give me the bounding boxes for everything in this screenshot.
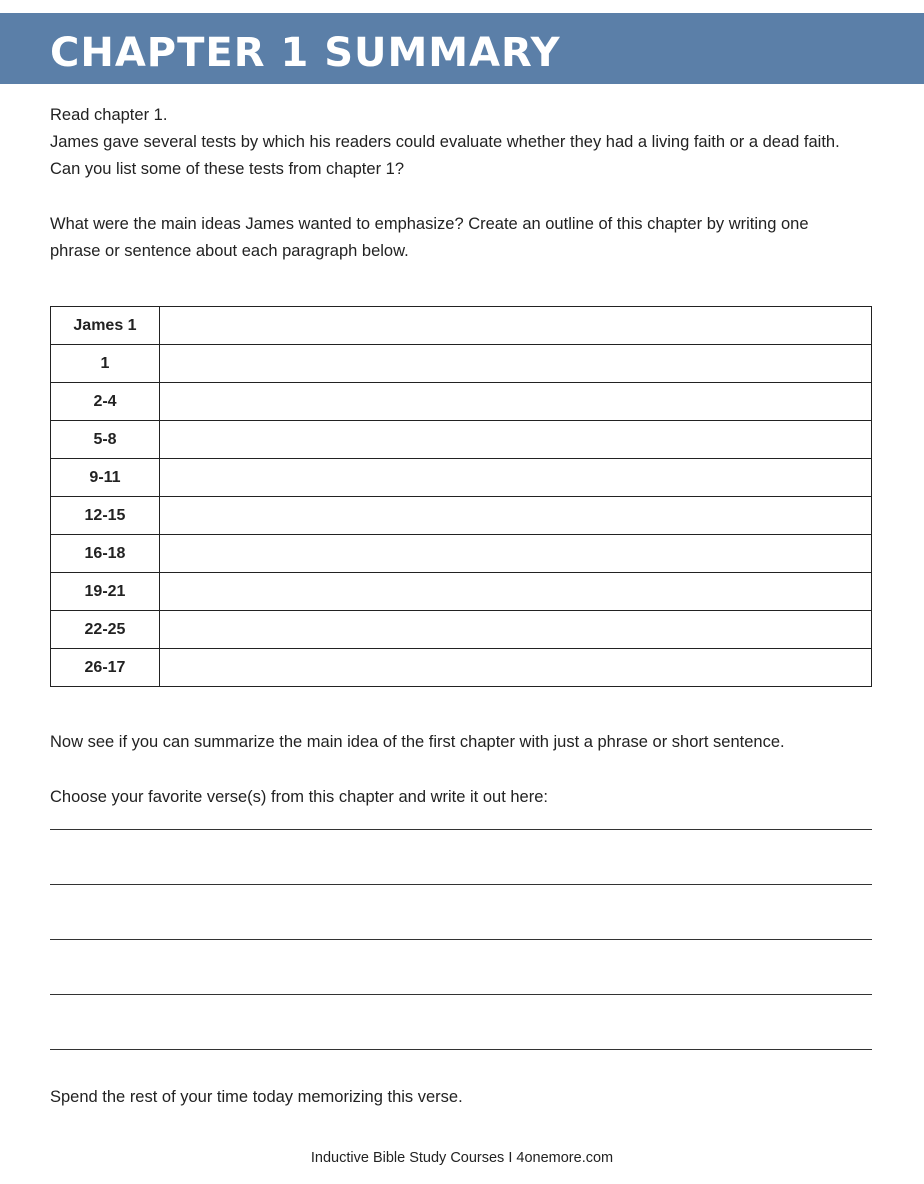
summary-prompt-text: Now see if you can summarize the main idea of the first chapter with just a phrase or short sentence.	[50, 733, 785, 751]
table-row	[51, 497, 872, 535]
verse-writing-line[interactable]	[50, 884, 872, 885]
intro-line: Can you list some of these tests from chapter 1?	[50, 160, 405, 178]
table-row	[51, 383, 872, 421]
header-banner	[0, 13, 924, 84]
table-row	[51, 573, 872, 611]
verse-writing-line[interactable]	[50, 994, 872, 995]
intro-text	[50, 102, 880, 183]
verse-prompt-text: Choose your favorite verse(s) from this chapter and write it out here:	[50, 788, 548, 806]
verse-range-cell: 5-8	[51, 421, 160, 459]
page-title: CHAPTER 1 SUMMARY	[50, 30, 561, 76]
intro-line: James gave several tests by which his readers could evaluate whether they had a living faith or a dead faith.	[50, 133, 840, 151]
intro-line: Read chapter 1.	[50, 106, 168, 124]
verse-range-cell: 26-17	[51, 649, 160, 687]
verse-range-cell: 1	[51, 345, 160, 383]
table-row	[51, 611, 872, 649]
verse-prompt	[50, 784, 880, 811]
table-row	[51, 345, 872, 383]
outline-table	[50, 306, 872, 687]
verse-range-cell: 2-4	[51, 383, 160, 421]
page-footer: Inductive Bible Study Courses I 4onemore.com	[310, 1150, 614, 1166]
table-row	[51, 459, 872, 497]
outline-prompt-line: phrase or sentence about each paragraph below.	[50, 242, 409, 260]
verse-range-cell: 16-18	[51, 535, 160, 573]
outline-answer-cell[interactable]	[160, 383, 872, 421]
outline-answer-cell[interactable]	[160, 421, 872, 459]
verse-range-cell: James 1	[51, 307, 160, 345]
table-row	[51, 307, 872, 345]
closing-instruction	[50, 1084, 880, 1111]
verse-range-cell: 12-15	[51, 497, 160, 535]
outline-prompt-line: What were the main ideas James wanted to emphasize? Create an outline of this chapter by writing one	[50, 215, 809, 233]
outline-answer-cell[interactable]	[160, 307, 872, 345]
verse-range-cell: 22-25	[51, 611, 160, 649]
summary-prompt	[50, 729, 880, 756]
outline-answer-cell[interactable]	[160, 535, 872, 573]
outline-prompt	[50, 211, 880, 265]
table-row	[51, 535, 872, 573]
table-row	[51, 421, 872, 459]
outline-answer-cell[interactable]	[160, 573, 872, 611]
outline-answer-cell[interactable]	[160, 649, 872, 687]
verse-writing-line[interactable]	[50, 829, 872, 830]
closing-text: Spend the rest of your time today memorizing this verse.	[50, 1088, 463, 1106]
table-row	[51, 649, 872, 687]
outline-answer-cell[interactable]	[160, 611, 872, 649]
outline-answer-cell[interactable]	[160, 459, 872, 497]
outline-answer-cell[interactable]	[160, 497, 872, 535]
verse-range-cell: 19-21	[51, 573, 160, 611]
outline-answer-cell[interactable]	[160, 345, 872, 383]
verse-range-cell: 9-11	[51, 459, 160, 497]
verse-writing-line[interactable]	[50, 1049, 872, 1050]
verse-writing-line[interactable]	[50, 939, 872, 940]
